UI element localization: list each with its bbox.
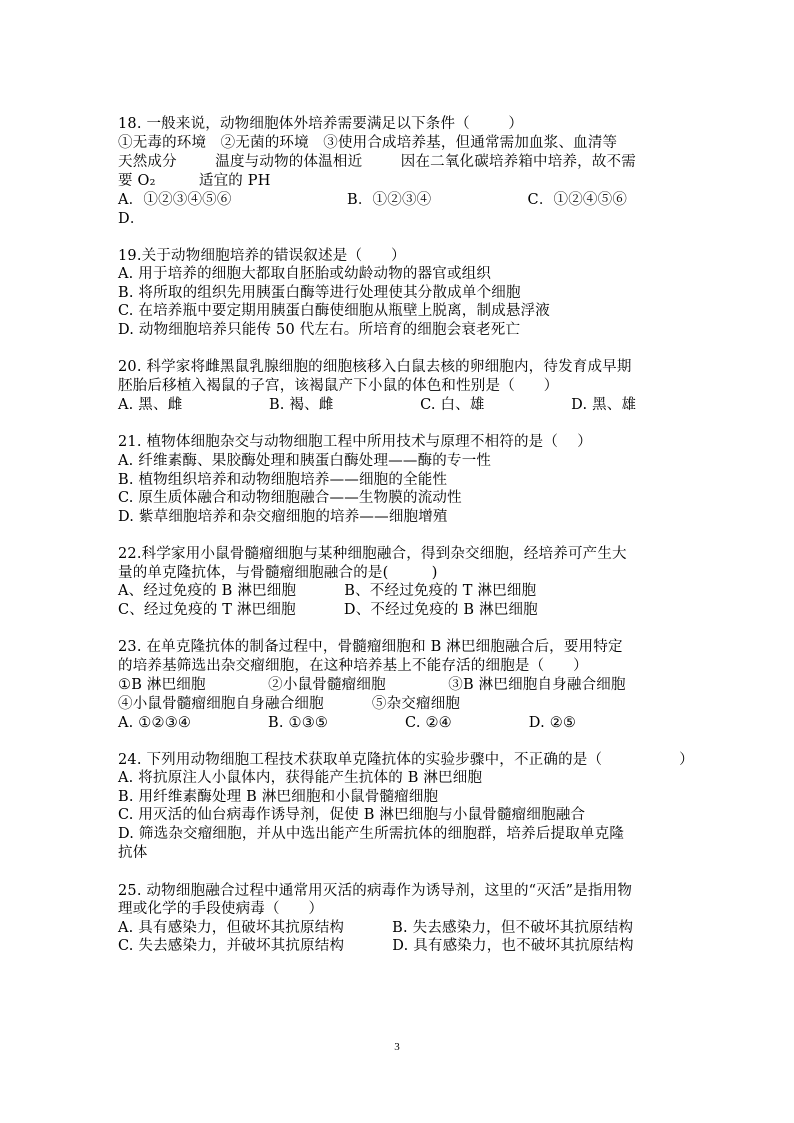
question-21-option-b: B. 植物组织培养和动物细胞培养——细胞的全能性 (118, 472, 448, 488)
question-23-items-1: ①B 淋巴细胞 ②小鼠骨髓瘤细胞 ③B 淋巴细胞自身融合细胞 (118, 677, 626, 693)
question-24-option-c: C. 用灭活的仙台病毒作诱导剂，促使 B 淋巴细胞与小鼠骨髓瘤细胞融合 (118, 807, 586, 823)
question-25-options-cd: C. 失去感染力，并破坏其抗原结构 D. 具有感染力，也不破坏其抗原结构 (118, 938, 634, 954)
question-23-items-2: ④小鼠骨髓瘤细胞自身融合细胞 ⑤杂交瘤细胞 (118, 696, 461, 712)
question-19-option-a: A. 用于培养的细胞大都取自胚胎或幼龄动物的器官或组织 (118, 266, 492, 282)
question-22-line-1: 22.科学家用小鼠骨髓瘤细胞与某种细胞融合，得到杂交细胞，经培养可产生大 (118, 546, 627, 562)
question-23-line-2: 的培养基筛选出杂交瘤细胞，在这种培养基上不能存活的细胞是（ ） (118, 658, 588, 674)
question-19-option-b: B. 将所取的组织先用胰蛋白酶等进行处理使其分散成单个细胞 (118, 285, 521, 301)
question-25-line-2: 理或化学的手段使病毒（ ） (118, 901, 324, 917)
question-19-stem: 19.关于动物细胞培养的错误叙述是（ ） (118, 248, 406, 264)
question-24-option-a: A. 将抗原注人小鼠体内，获得能产生抗体的 B 淋巴细胞 (118, 770, 483, 786)
question-22-options-ab: A、经过免疫的 B 淋巴细胞 B、不经过免疫的 T 淋巴细胞 (118, 583, 537, 599)
question-21-option-d: D. 紫草细胞培养和杂交瘤细胞的培养——细胞增殖 (118, 509, 448, 525)
question-24-option-d: D. 筛选杂交瘤细胞，并从中选出能产生所需抗体的细胞群，培养后提取单克隆 (118, 826, 625, 842)
question-23-line-1: 23. 在单克隆抗体的制备过程中，骨髓瘤细胞和 B 淋巴细胞融合后，要用特定 (118, 639, 623, 655)
question-18-line-2: ①无毒的环境 ②无菌的环境 ③使用合成培养基，但通常需加血浆、血清等 (118, 135, 618, 151)
question-22-line-2: 量的单克隆抗体，与骨髓瘤细胞融合的是( ) (118, 565, 438, 581)
question-18-line-3: 天然成分 温度与动物的体温相近 因在二氧化碳培养箱中培养，故不需 (118, 154, 636, 170)
question-18-line-1: 18. 一般来说，动物细胞体外培养需要满足以下条件（ ） (118, 116, 524, 132)
question-18-option-d: D． (118, 211, 145, 227)
question-23-options: A. ①②③④ B. ①③⑤ C. ②④ D. ②⑤ (118, 715, 577, 731)
question-24-option-d-cont: 抗体 (118, 845, 148, 861)
question-19-option-d: D. 动物细胞培养只能传 50 代左右。所培育的细胞会衰老死亡 (118, 322, 521, 338)
question-25-options-ab: A. 具有感染力，但破坏其抗原结构 B. 失去感染力，但不破坏其抗原结构 (118, 920, 634, 936)
question-19-option-c: C. 在培养瓶中要定期用胰蛋白酶使细胞从瓶壁上脱离，制成悬浮液 (118, 303, 550, 319)
question-18-options: A．①②③④⑤⑥ B．①②③④ C．①②④⑤⑥ (118, 192, 628, 208)
question-25-line-1: 25. 动物细胞融合过程中通常用灭活的病毒作为诱导剂，这里的“灭活”是指用物 (118, 883, 633, 899)
question-20-line-2: 胚胎后移植入褐鼠的子宫，该褐鼠产下小鼠的体色和性别是（ ） (118, 378, 559, 394)
question-21-option-c: C. 原生质体融合和动物细胞融合——生物膜的流动性 (118, 490, 462, 506)
question-24-stem: 24. 下列用动物细胞工程技术获取单克隆抗体的实验步骤中，不正确的是（ ） (118, 752, 694, 768)
question-20-line-1: 20. 科学家将雌黑鼠乳腺细胞的细胞核移入白鼠去核的卵细胞内，待发育成早期 (118, 359, 632, 375)
question-21-stem: 21. 植物体细胞杂交与动物细胞工程中所用技术与原理不相符的是（ ） (118, 434, 593, 450)
page-number: 3 (394, 1041, 400, 1053)
question-24-option-b: B. 用纤维素酶处理 B 淋巴细胞和小鼠骨髓瘤细胞 (118, 789, 439, 805)
question-21-option-a: A. 纤维素酶、果胶酶处理和胰蛋白酶处理——酶的专一性 (118, 453, 492, 469)
question-20-options: A. 黑、雌 B. 褐、雌 C. 白、雄 D. 黑、雄 (118, 397, 637, 413)
question-18-line-4: 要 O₂ 适宜的 PH (118, 173, 271, 189)
question-22-options-cd: C、经过免疫的 T 淋巴细胞 D、不经过免疫的 B 淋巴细胞 (118, 602, 538, 618)
